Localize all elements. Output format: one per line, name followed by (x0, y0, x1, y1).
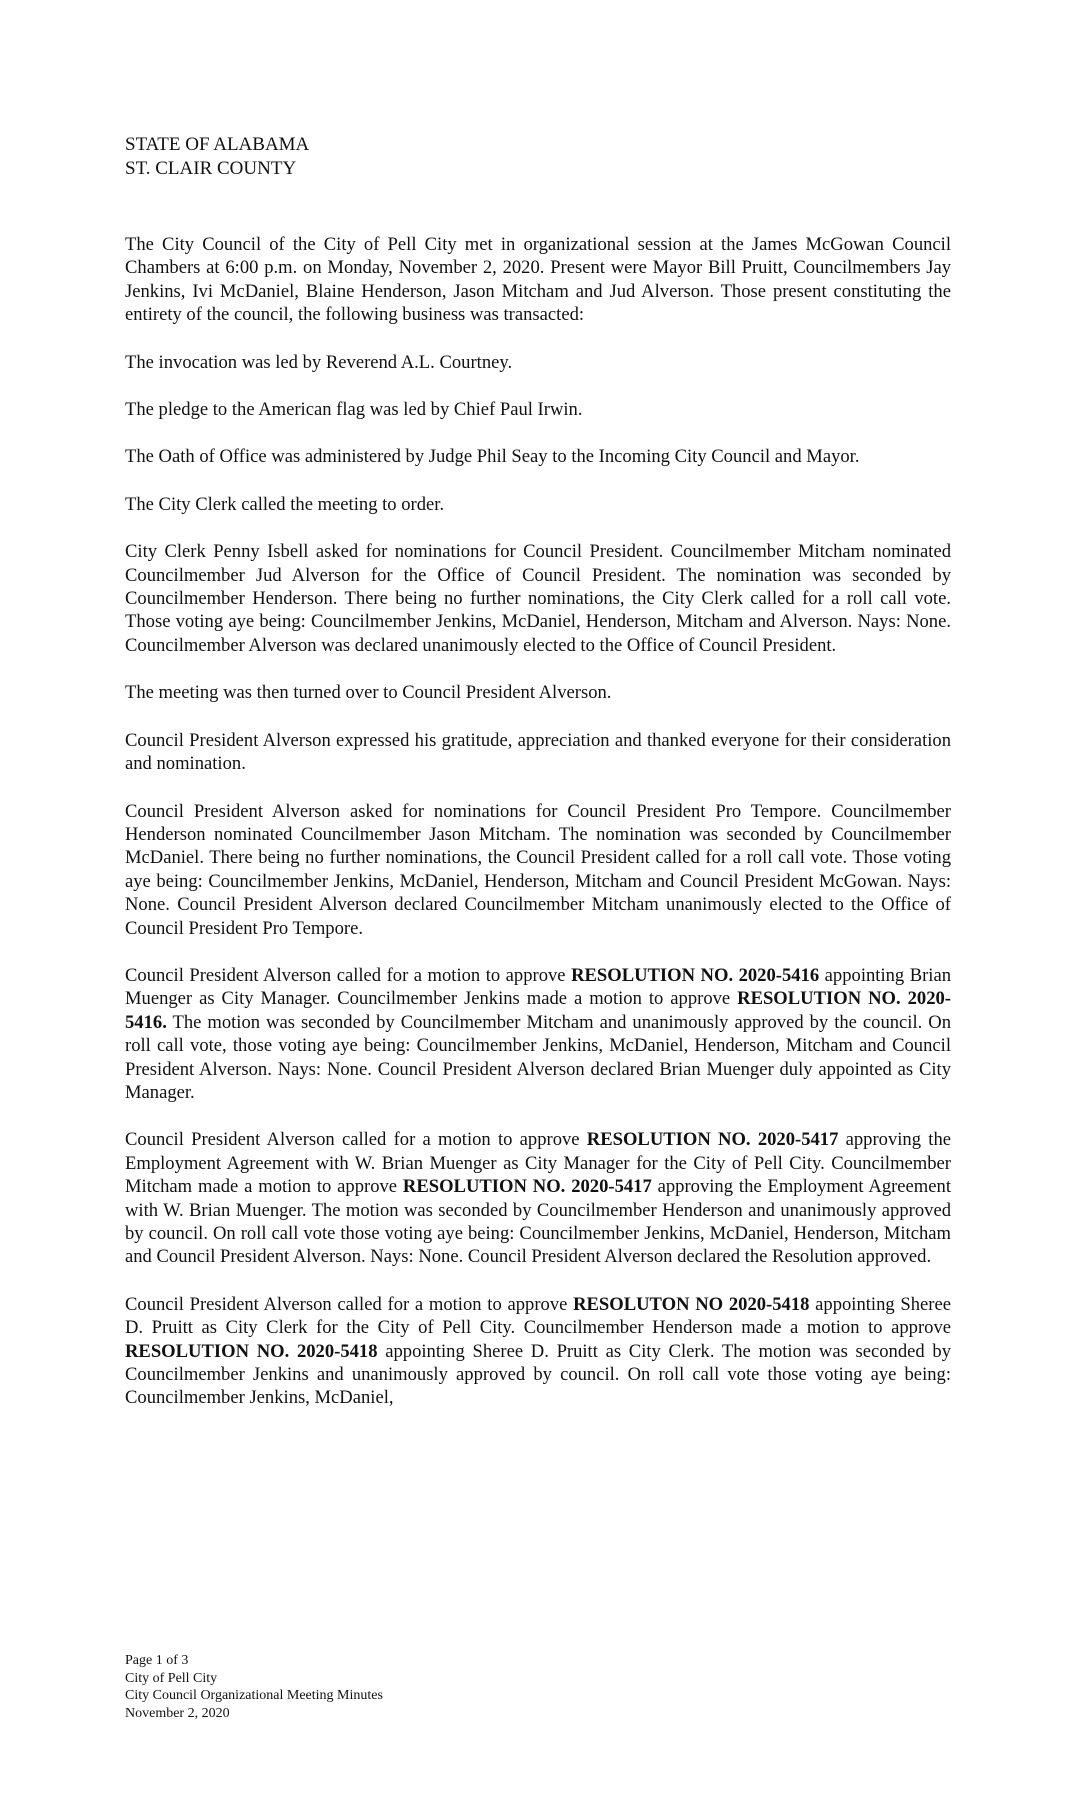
text-run: Council President Alverson called for a motion to approve (125, 1129, 587, 1151)
text-run: appointing Sheree D. Pruitt as City Clerk for the City of Pell City. Councilmember Henderson made a motion to approve (125, 1293, 951, 1339)
text-run: The motion was seconded by Councilmember Mitcham and unanimously approved by the council. On roll call vote, those voting aye being: Councilmember Jenkins, McDaniel, Henderson, Mitcham and Council President Alverson. Nays: None. Council President Alverson declared Brian Muenger duly appointed as City Manager. (125, 1011, 951, 1103)
paragraph-resolution-5417 (125, 1128, 951, 1268)
footer-document-title: City Council Organizational Meeting Minutes (125, 1688, 383, 1703)
county-line: ST. CLAIR COUNTY (125, 158, 297, 179)
text-run: approving the Employment Agreement with W. Brian Muenger as City Manager for the City of Pell City. Councilmember Mitcham made a motion to approve (125, 1129, 951, 1198)
text-run: Council President Alverson called for a motion to approve (125, 1293, 574, 1315)
footer-date: November 2, 2020 (125, 1705, 230, 1721)
text-run: Council President Alverson called for a motion to approve (125, 964, 572, 986)
paragraph-invocation: The invocation was led by Reverend A.L. Courtney. (125, 351, 513, 373)
resolution-number: RESOLUTION NO. 2020-5418 (125, 1340, 378, 1362)
paragraph-turnover: The meeting was then turned over to Council President Alverson. (125, 682, 612, 704)
paragraph-resolution-5418 (125, 1293, 951, 1410)
footer-organization: City of Pell City (125, 1670, 218, 1686)
minutes-body (125, 233, 951, 1434)
resolution-number: RESOLUTION NO. 2020-5416. (125, 988, 951, 1033)
resolution-number: RESOLUTON NO 2020-5418 (573, 1293, 810, 1315)
text-run: appointing Brian Muenger as City Manager. Councilmember Jenkins made a motion to approve (125, 964, 952, 1010)
document-heading (125, 133, 309, 181)
page-footer (125, 1652, 383, 1722)
state-line: STATE OF ALABAMA (125, 134, 310, 155)
paragraph-pro-tempore: Council President Alverson asked for nominations for Council President Pro Tempore. Councilmember Henderson nominated Councilmember Jason Mitcham. The nomination was seconded by Councilmember McDaniel. There being no further nominations, the Council President called for a roll call vote. Those voting aye being: Councilmember Jenkins, McDaniel, Henderson, Mitcham and Council President McGowan. Nays: None. Council President Alverson declared Councilmember Mitcham unanimously elected to the Office of Council President Pro Tempore. (125, 800, 951, 939)
resolution-number: RESOLUTION NO. 2020-5417 (586, 1129, 839, 1151)
text-run: approving the Employment Agreement with W. Brian Muenger. The motion was seconded by Councilmember Henderson and unanimously approved by council. On roll call vote those voting aye being: Councilmember Jenkins, McDaniel, Henderson, Mitcham and Council President Alverson. Nays: None. Council President Alverson declared the Resolution approved. (125, 1176, 951, 1268)
text-run: appointing Sheree D. Pruitt as City Clerk. The motion was seconded by Councilmember Jenkins and unanimously approved by council. On roll call vote those voting aye being: Councilmember Jenkins, McDaniel, (125, 1340, 951, 1409)
paragraph-oath: The Oath of Office was administered by Judge Phil Seay to the Incoming City Council and Mayor. (125, 446, 860, 468)
page-number: Page 1 of 3 (125, 1653, 189, 1668)
resolution-number: RESOLUTION NO. 2020-5416 (571, 964, 820, 986)
paragraph-gratitude: Council President Alverson expressed his gratitude, appreciation and thanked everyone for their consideration and nomination. (125, 729, 951, 775)
paragraph-pledge: The pledge to the American flag was led by Chief Paul Irwin. (125, 399, 583, 421)
paragraph-president-election: City Clerk Penny Isbell asked for nominations for Council President. Councilmember Mitcham nominated Councilmember Jud Alverson for the Office of Council President. The nomination was seconded by Councilmember Henderson. There being no further nominations, the City Clerk called for a roll call vote. Those voting aye being: Councilmember Jenkins, McDaniel, Henderson, Mitcham and Alverson. Nays: None. Councilmember Alverson was declared unanimously elected to the Office of Council President. (125, 541, 951, 656)
paragraph-resolution-5416 (125, 964, 951, 1104)
paragraph-session-opening: The City Council of the City of Pell City met in organizational session at the James McGowan Council Chambers at 6:00 p.m. on Monday, November 2, 2020. Present were Mayor Bill Pruitt, Councilmembers Jay Jenkins, Ivi McDaniel, Blaine Henderson, Jason Mitcham and Jud Alverson. Those present constituting the entirety of the council, the following business was transacted: (125, 234, 951, 326)
paragraph-call-to-order: The City Clerk called the meeting to order. (125, 493, 445, 515)
resolution-number: RESOLUTION NO. 2020-5417 (402, 1176, 652, 1198)
